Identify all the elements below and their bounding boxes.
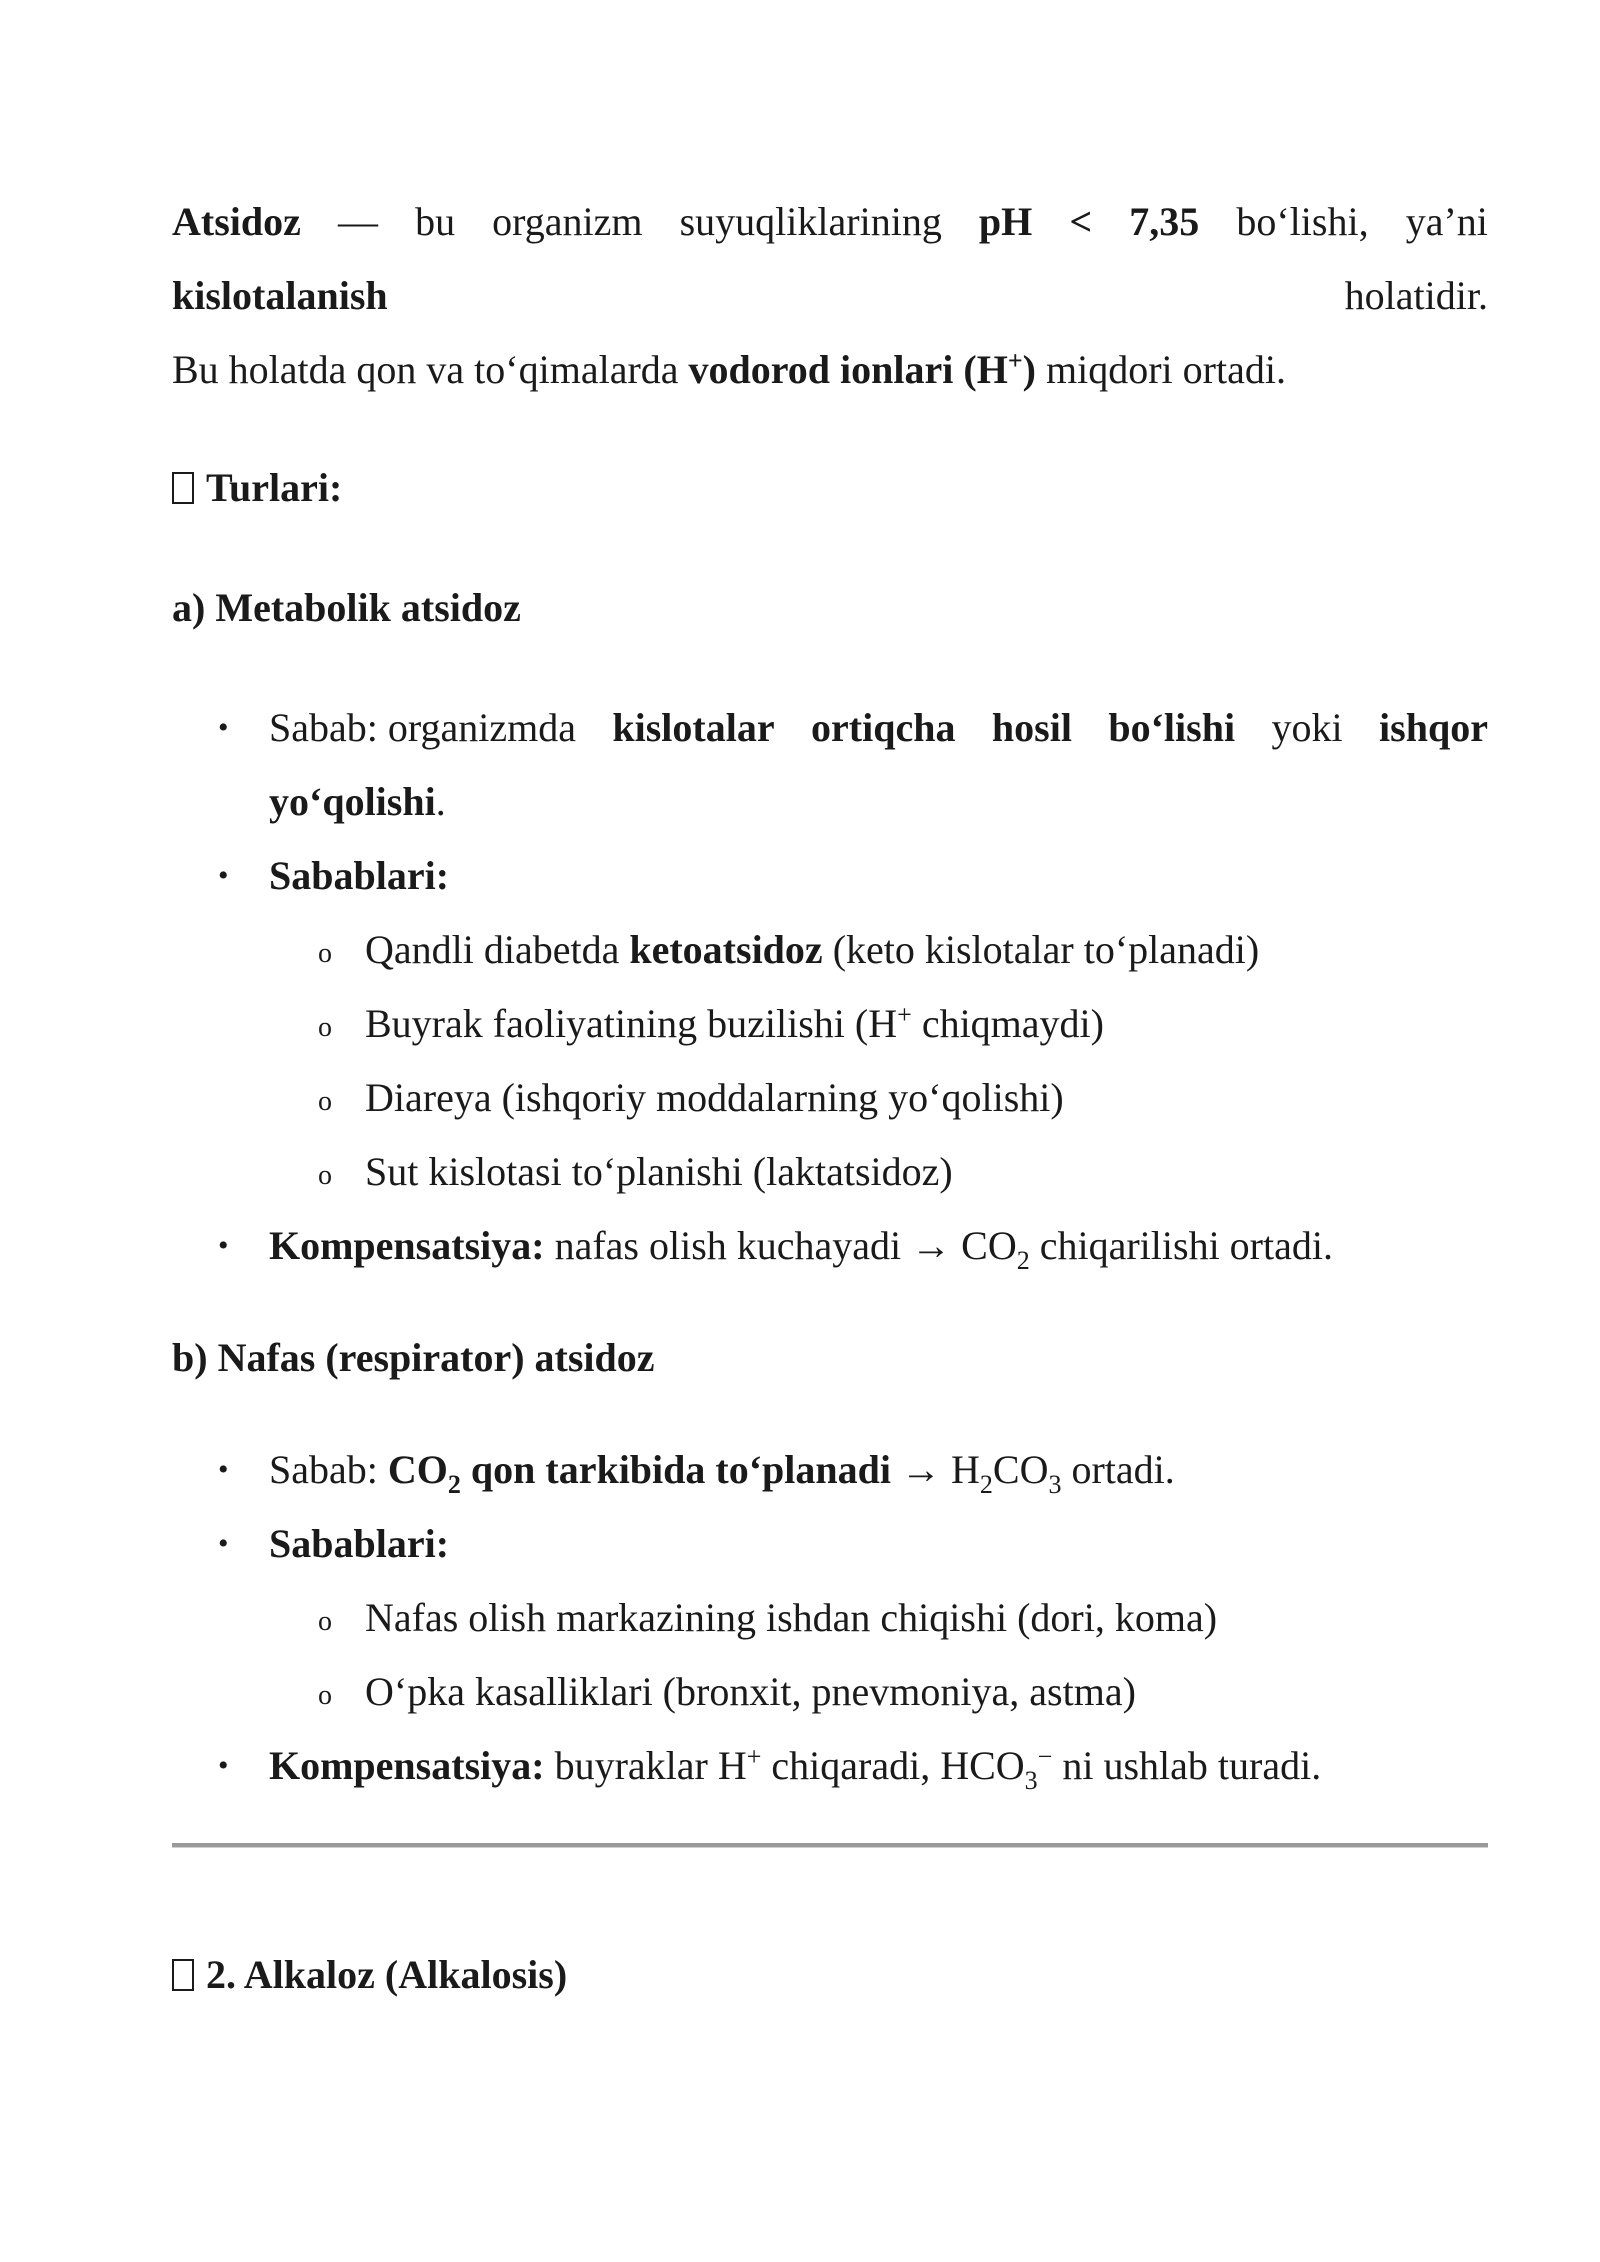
- dash: —: [337, 199, 378, 244]
- text: miqdori ortadi.: [1035, 347, 1286, 392]
- sub-bullet-icon: o: [318, 1160, 332, 1191]
- list-item-sabablari: • Sabablari:: [172, 1507, 1488, 1581]
- next-section-heading: 2. Alkaloz (Alkalosis): [172, 1938, 567, 2012]
- bullet-icon: •: [218, 1453, 229, 1486]
- intro-line-1: [172, 185, 1488, 259]
- sub-bullet-icon: o: [318, 1086, 332, 1117]
- section-a-title: a) Metabolik atsidoz: [172, 585, 521, 630]
- term-kislotalanish: kislotalanish: [172, 273, 388, 318]
- list-item-kompensatsiya: • Kompensatsiya: buyraklar H+ chiqaradi, $HCO_3^-$ ni ushlab turadi.: [172, 1729, 1488, 1803]
- section-a-list: [172, 691, 1488, 1283]
- cause-item: o Diareya (ishqoriy moddalarning yo‘qolishi): [172, 1061, 1488, 1135]
- bullet-icon: •: [218, 711, 229, 744]
- intro-line-2: [172, 259, 1488, 333]
- term-hydrogen-ions: vodorod ionlari (H+): [688, 346, 1036, 392]
- word-holatidir: holatidir.: [1344, 273, 1488, 318]
- bullet-icon: •: [218, 1749, 229, 1782]
- bullet-icon: •: [218, 859, 229, 892]
- cause-item: o Qandli diabetda ketoatsidoz (keto kislotalar to‘planadi): [172, 913, 1488, 987]
- bullet-icon: •: [218, 1229, 229, 1262]
- horizontal-rule: [172, 1843, 1488, 1848]
- sub-bullet-icon: o: [318, 1680, 332, 1711]
- word: suyuqliklarining: [679, 199, 942, 244]
- cause-item: o Sut kislotasi to‘planishi (laktatsidoz): [172, 1135, 1488, 1209]
- list-item-sabablari: • Sabablari:: [172, 839, 1488, 913]
- word: bo‘lishi,: [1236, 199, 1369, 244]
- cause-item: o O‘pka kasalliklari (bronxit, pnevmoniya, astma): [172, 1655, 1488, 1729]
- less-than: <: [1069, 199, 1093, 244]
- section-b-title: b) Nafas (respirator) atsidoz: [172, 1335, 655, 1380]
- intro-line-3: [172, 333, 1488, 407]
- list-item-sabab: • Sabab: $CO_2$ qon tarkibida to‘planadi → $H_2CO_3$ ortadi.: [172, 1433, 1488, 1507]
- sub-bullet-icon: o: [318, 938, 332, 969]
- missing-glyph-icon: [172, 472, 194, 504]
- word: organizm: [492, 199, 643, 244]
- cause-item: o Nafas olish markazining ishdan chiqishi (dori, koma): [172, 1581, 1488, 1655]
- word: ya’ni: [1405, 199, 1488, 244]
- term-ph: pH: [978, 199, 1033, 244]
- document-page: [172, 185, 1488, 1803]
- sub-bullet-icon: o: [318, 1606, 332, 1637]
- text: Bu holatda qon va to‘qimalarda: [172, 347, 689, 392]
- sub-bullet-icon: o: [318, 1012, 332, 1043]
- cause-item: o Buyrak faoliyatining buzilishi (H+ chiqmaydi): [172, 987, 1488, 1061]
- bullet-icon: •: [218, 1527, 229, 1560]
- ph-value: 7,35: [1129, 199, 1200, 244]
- list-item-kompensatsiya: • Kompensatsiya: nafas olish kuchayadi → $CO_2$ chiqarilishi ortadi.: [172, 1209, 1488, 1283]
- term-atsidoz: Atsidoz: [172, 199, 301, 244]
- types-heading: Turlari:: [172, 451, 1488, 525]
- word: bu: [415, 199, 456, 244]
- missing-glyph-icon: [172, 1959, 194, 1991]
- list-item-sabab: • Sabab: organizmda kislotalar ortiqcha hosil bo‘lishi yoki ishqor yo‘qolishi.: [172, 691, 1488, 839]
- section-b-list: [172, 1433, 1488, 1803]
